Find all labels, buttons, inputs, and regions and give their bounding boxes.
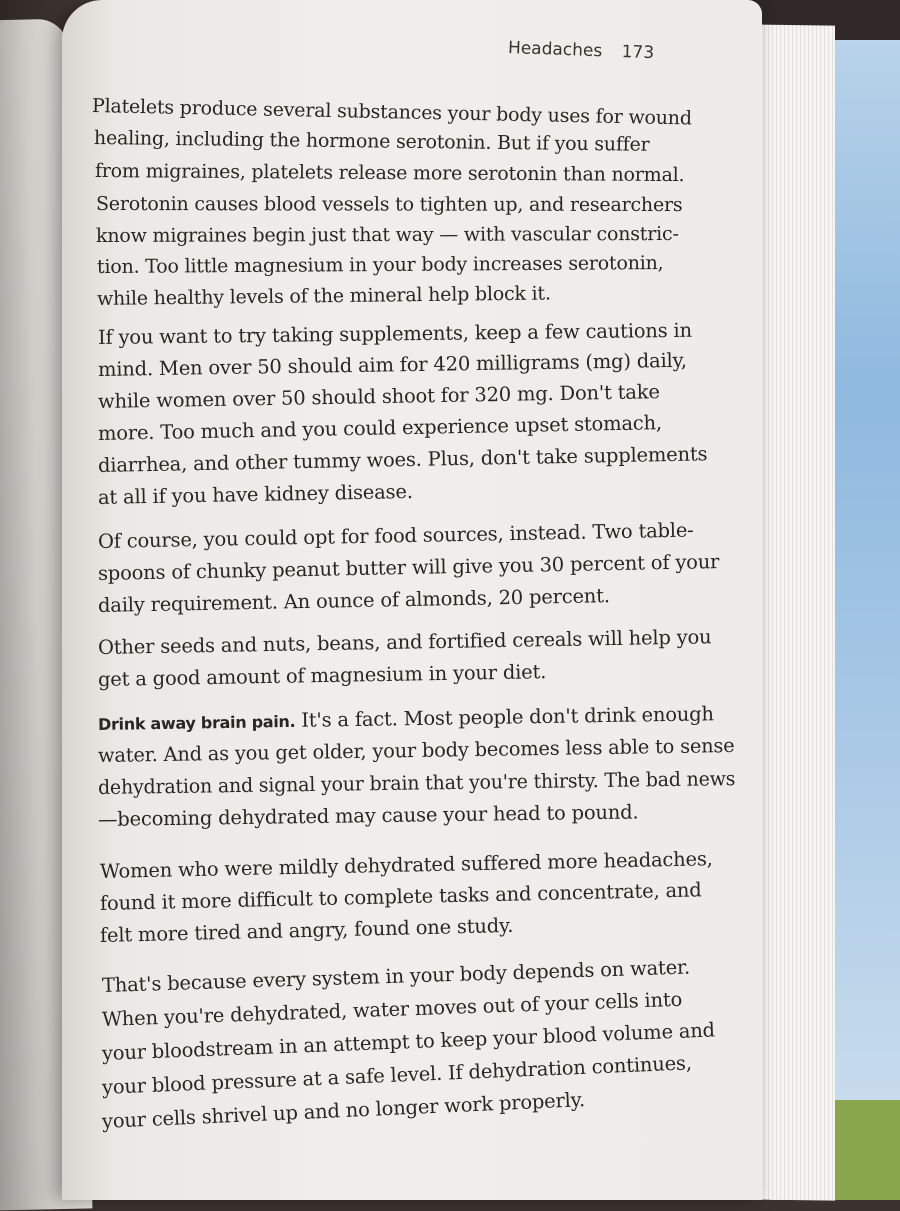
text-line: your bloodstream in an attempt to keep your blood volume and [101,1018,716,1065]
text-line: while healthy levels of the mineral help block it. [96,282,551,310]
text-line: spoons of chunky peanut butter will give you 30 percent of your [97,550,720,585]
text-line: Of course, you could opt for food sources, instead. Two table- [97,518,694,553]
text-line: —becoming dehydrated may cause your head to pound. [97,800,639,831]
text-line: When you're dehydrated, water moves out of your cells into [101,987,683,1031]
text-line-rest: It's a fact. Most people don't drink enough [295,702,714,732]
section-lead-in: Drink away brain pain. [97,711,296,734]
text-line: diarrhea, and other tummy woes. Plus, don't take supplements [97,442,708,477]
text-line: daily requirement. An ounce of almonds, 20 percent. [97,584,611,617]
text-line: found it more difficult to complete tasks and concentrate, and [99,878,702,915]
text-line: from migraines, platelets release more serotonin than normal. [94,160,685,187]
text-line: more. Too much and you could experience upset stomach, [97,411,663,445]
text-line: If you want to try taking supplements, keep a few cautions in [97,318,693,349]
text-line: felt more tired and angry, found one study. [99,913,514,947]
text-line: tion. Too little magnesium in your body increases serotonin, [96,252,664,278]
text-line: your blood pressure at a safe level. If dehydration continues, [101,1051,693,1099]
text-line: water. And as you get older, your body becomes less able to sense [97,734,735,767]
text-line [98,702,714,735]
page-number: 173 [621,41,655,64]
text-line: Other seeds and nuts, beans, and fortified cereals will help you [97,625,712,659]
text-line: Women who were mildly dehydrated suffered more headaches, [99,847,713,883]
text-line: mind. Men over 50 should aim for 420 milligrams (mg) daily, [97,348,687,381]
text-line: while women over 50 should shoot for 320 mg. Don't take [97,380,660,413]
text-line: know migraines begin just that way — with vascular constric- [95,222,679,247]
chapter-title: Headaches [507,38,603,62]
running-header [508,38,655,63]
text-line: get a good amount of magnesium in your diet. [97,660,547,691]
text-line: That's because every system in your body depends on water. [101,955,691,997]
text-line: Platelets produce several substances your body uses for wound [91,95,693,130]
text-line: your cells shrivel up and no longer work properly. [101,1088,586,1133]
text-line: at all if you have kidney disease. [97,479,413,509]
text-line: Serotonin causes blood vessels to tighten up, and researchers [95,193,683,217]
text-line: healing, including the hormone serotonin. But if you suffer [93,127,650,156]
text-line: dehydration and signal your brain that you're thirsty. The bad news [97,767,736,799]
